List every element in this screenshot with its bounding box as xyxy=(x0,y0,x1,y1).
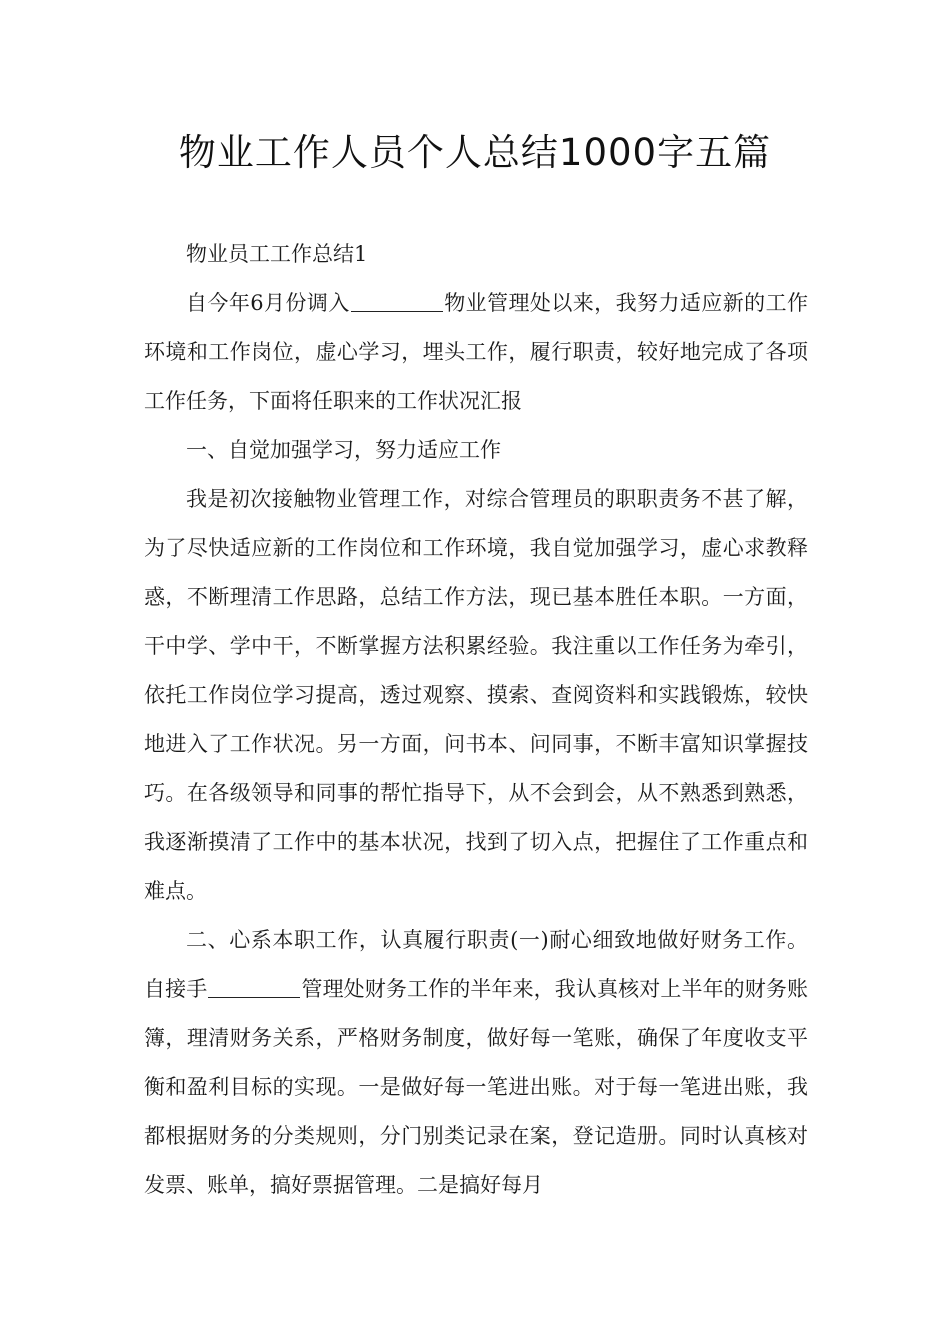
paragraph-duties-rest: 管理处财务工作的半年来，我认真核对上半年的财务账簿，理清财务关系，严格财务制度，做好每一笔账，确保了年度收支平衡和盈利目标的实现。一是做好每一笔进出账。对于每一笔进出账，我都根据财务的分类规则，分门别类记录在案，登记造册。同时认真核对发票、账单，搞好票据管理。二是搞好每月 xyxy=(144,977,809,1197)
document-title: 物业工作人员个人总结1000字五篇 xyxy=(178,131,772,174)
paragraph-intro-start: 自今年6月份调入 xyxy=(186,291,350,315)
heading-one: 一、自觉加强学习，努力适应工作 xyxy=(186,438,501,462)
paragraph-duties xyxy=(144,916,808,1210)
blank-line xyxy=(351,290,443,312)
paragraph-learning: 我是初次接触物业管理工作，对综合管理员的职职责务不甚了解，为了尽快适应新的工作岗位和工作环境，我自觉加强学习，虚心求教释惑，不断理清工作思路，总结工作方法，现已基本胜任本职。一方面，干中学、学中干，不断掌握方法积累经验。我注重以工作任务为牵引，依托工作岗位学习提高，透过观察、摸索、查阅资料和实践锻炼，较快地进入了工作状况。另一方面，问书本、问同事，不断丰富知识掌握技巧。在各级领导和同事的帮忙指导下，从不会到会，从不熟悉到熟悉，我逐渐摸清了工作中的基本状况，找到了切入点，把握住了工作重点和难点。 xyxy=(144,487,808,903)
paragraph-intro-rest: 物业管理处以来，我努力适应新的工作环境和工作岗位，虚心学习，埋头工作，履行职责，较好地完成了各项工作任务，下面将任职来的工作状况汇报 xyxy=(144,291,808,413)
section-heading: 物业员工工作总结1 xyxy=(186,242,368,266)
paragraph-intro xyxy=(144,279,808,426)
blank-line xyxy=(208,976,300,998)
paragraph-duties-start: 二、心系本职工作，认真履行职责(一)耐心细致地做好财务工作。自接手 xyxy=(144,928,808,1001)
document-body xyxy=(144,230,808,1210)
